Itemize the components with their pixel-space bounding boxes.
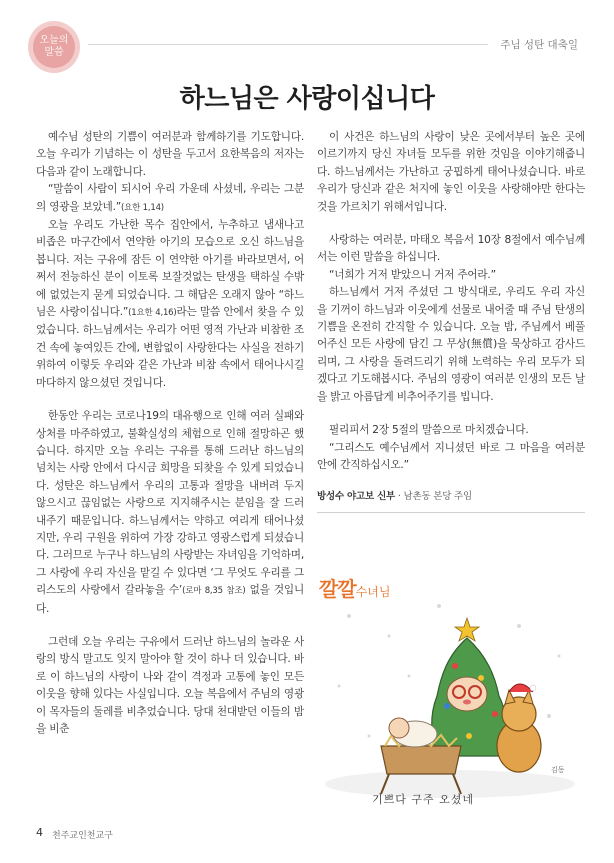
quote-paragraph: “그리스도 예수님께서 지니셨던 바로 그 마음을 여러분 안에 간직하십시오.” [317, 441, 585, 471]
paragraph: 그런데 오늘 우리는 구유에서 드러난 하느님의 놀라운 사랑의 방식 말고도 잊지 말아야 할 것이 하나 더 있습니다. 바로 이 하느님의 사랑이 나와 같이 격정과 고통에 놓인 모든 이웃을 향해 있다는 사실입니다. 오늘 복음에서 주님의 영광이 목자들의 둘레를 비추었습니다. 당대 천대받던 이들의 밤을 비춘 [36, 635, 304, 735]
author-name: 방성수 야고보 신부 [317, 491, 396, 503]
paragraph-text: 오늘 우리도 가난한 목수 집안에서, 누추하고 냄새나고 비좁은 마구간에서 연약한 아기의 모습으로 오신 하느님을 봅니다. 저는 구유에 잠든 이 연약한 아기를 바라보면서, 어쩌서 전능하신 분이 이토록 보잘것없는 탄생을 택하실 수밖에 없었는지 묻게 되었습니다. 그 해답은 오래지 않아 “하느님은 사랑이십니다.” [36, 219, 304, 319]
page-number: 4 [36, 826, 43, 839]
cartoon-title-main: 깔깔 [319, 577, 356, 601]
bible-reference: (요한 1,14) [121, 202, 164, 213]
cartoon-illustration [319, 596, 581, 810]
paragraph: 하느님께서 거저 주셨던 그 방식대로, 우리도 우리 자신을 기꺼이 하느님과 이웃에게 선물로 내어줄 때 주님 탄생의 기쁨을 온전히 간직할 수 있습니다. 오늘 밤, 주님께서 베풀어주신 모든 사랑에 담긴 그 무상(無償)을 묵상하고 감사드리며, 그 사랑을 돌려드리기 위해 노력하는 우리 모두가 되겠다고 기도해봅시다. 주님의 영광이 여러분 인생의 모든 날을 밝고 아름답게 비추어주기를 빕니다. [317, 286, 585, 403]
right-column [317, 129, 585, 513]
paragraph [36, 217, 304, 392]
paragraph-text: 없을 것입니다. [36, 584, 304, 615]
left-column [36, 129, 304, 738]
todays-word-badge [33, 26, 75, 68]
publisher-name: 천주교인천교구 [52, 831, 113, 841]
quote-text: “말씀이 사람이 되시어 우리 가운데 사셨네, 우리는 그분의 영광을 보았네.” [36, 183, 304, 213]
author-affiliation: 남촌동 본당 주임 [403, 491, 472, 503]
bible-reference: (로마 8,35 참조) [182, 586, 246, 597]
paragraph: 사랑하는 여러분, 마태오 복음서 10장 8절에서 예수님께서는 이런 말씀을 하십니다. [317, 234, 585, 264]
paragraph: 이 사건은 하느님의 사랑이 낮은 곳에서부터 높은 곳에 이르기까지 당신 자녀들 모두를 위한 것임을 이야기해줍니다. 하느님께서는 가난하고 궁핍하게 태어나셨습니다. 바로 우리가 당신과 같은 처지에 놓인 이웃을 사랑해야만 한다는 것을 가르치기 위해서입니다. [317, 131, 585, 213]
quote-paragraph: “너희가 거저 받았으니 거저 주어라.” [329, 268, 496, 281]
paragraph [36, 408, 304, 618]
paragraph-text: 한동안 우리는 코로나19의 대유행으로 인해 여러 실패와 상처를 마주하였고, 불확실성의 체험으로 인해 절망하곤 했습니다. 하지만 오늘 우리는 구유를 통해 드러난 하느님의 넘치는 사랑 안에서 다시금 희망을 되찾을 수 있게 되었습니다. 성탄은 하느님께서 우리의 고통과 절망을 내버려 두지 않으시고 끊임없는 사랑으로 지지해주시는 분임을 잘 드러내주기 때문입니다. 하느님께서는 약하고 여리게 태어나셨지만, 우리 구원을 위하여 가장 강하고 영광스럽게 되셨습니다. 그러므로 누구나 하느님의 사랑받는 자녀임을 기억하며, 그 사랑에 우리 자신을 맡길 수 있다면 ‘그 무엇도 우리를 그리스도의 사랑에서 갈라놓을 수’ [36, 410, 304, 597]
header-divider [88, 44, 488, 45]
paragraph: 필리피서 2장 5절의 말씀으로 마치겠습니다. [329, 424, 529, 437]
cartoon-signature: 김동 [551, 766, 565, 774]
cartoon-title-sub: 수녀님 [355, 585, 391, 599]
quote-paragraph [36, 181, 304, 217]
paragraph: 예수님 성탄의 기쁨이 여러분과 함께하기를 기도합니다. 오늘 우리가 기념하는 이 성탄을 두고서 요한복음의 저자는 다음과 같이 노래합니다. [36, 131, 304, 178]
manger [381, 746, 461, 774]
badge-line1: 오늘의 [39, 35, 69, 46]
section-label: 주님 성탄 대축일 [500, 39, 578, 51]
article-title: 하느님은 사랑이십니다 [179, 84, 435, 114]
cartoon-caption: 기쁘다 구주 오셨네 [372, 793, 475, 806]
paragraph-text: 라는 말씀 안에서 찾을 수 있었습니다. 하느님께서는 우리가 어떤 영적 가난과 비참한 조건 속에 놓여있든 간에, 변함없이 사랑한다는 사실을 전하기 위하여 이렇듯 우리와 같은 가난과 비참 속에서 태어나시길 마다하지 않으셨던 것입니다. [36, 306, 304, 389]
bible-reference: (1요한 4,16) [128, 308, 177, 319]
author-separator: · [397, 491, 404, 503]
author-signature [317, 488, 585, 512]
badge-line2: 말씀 [44, 47, 64, 58]
